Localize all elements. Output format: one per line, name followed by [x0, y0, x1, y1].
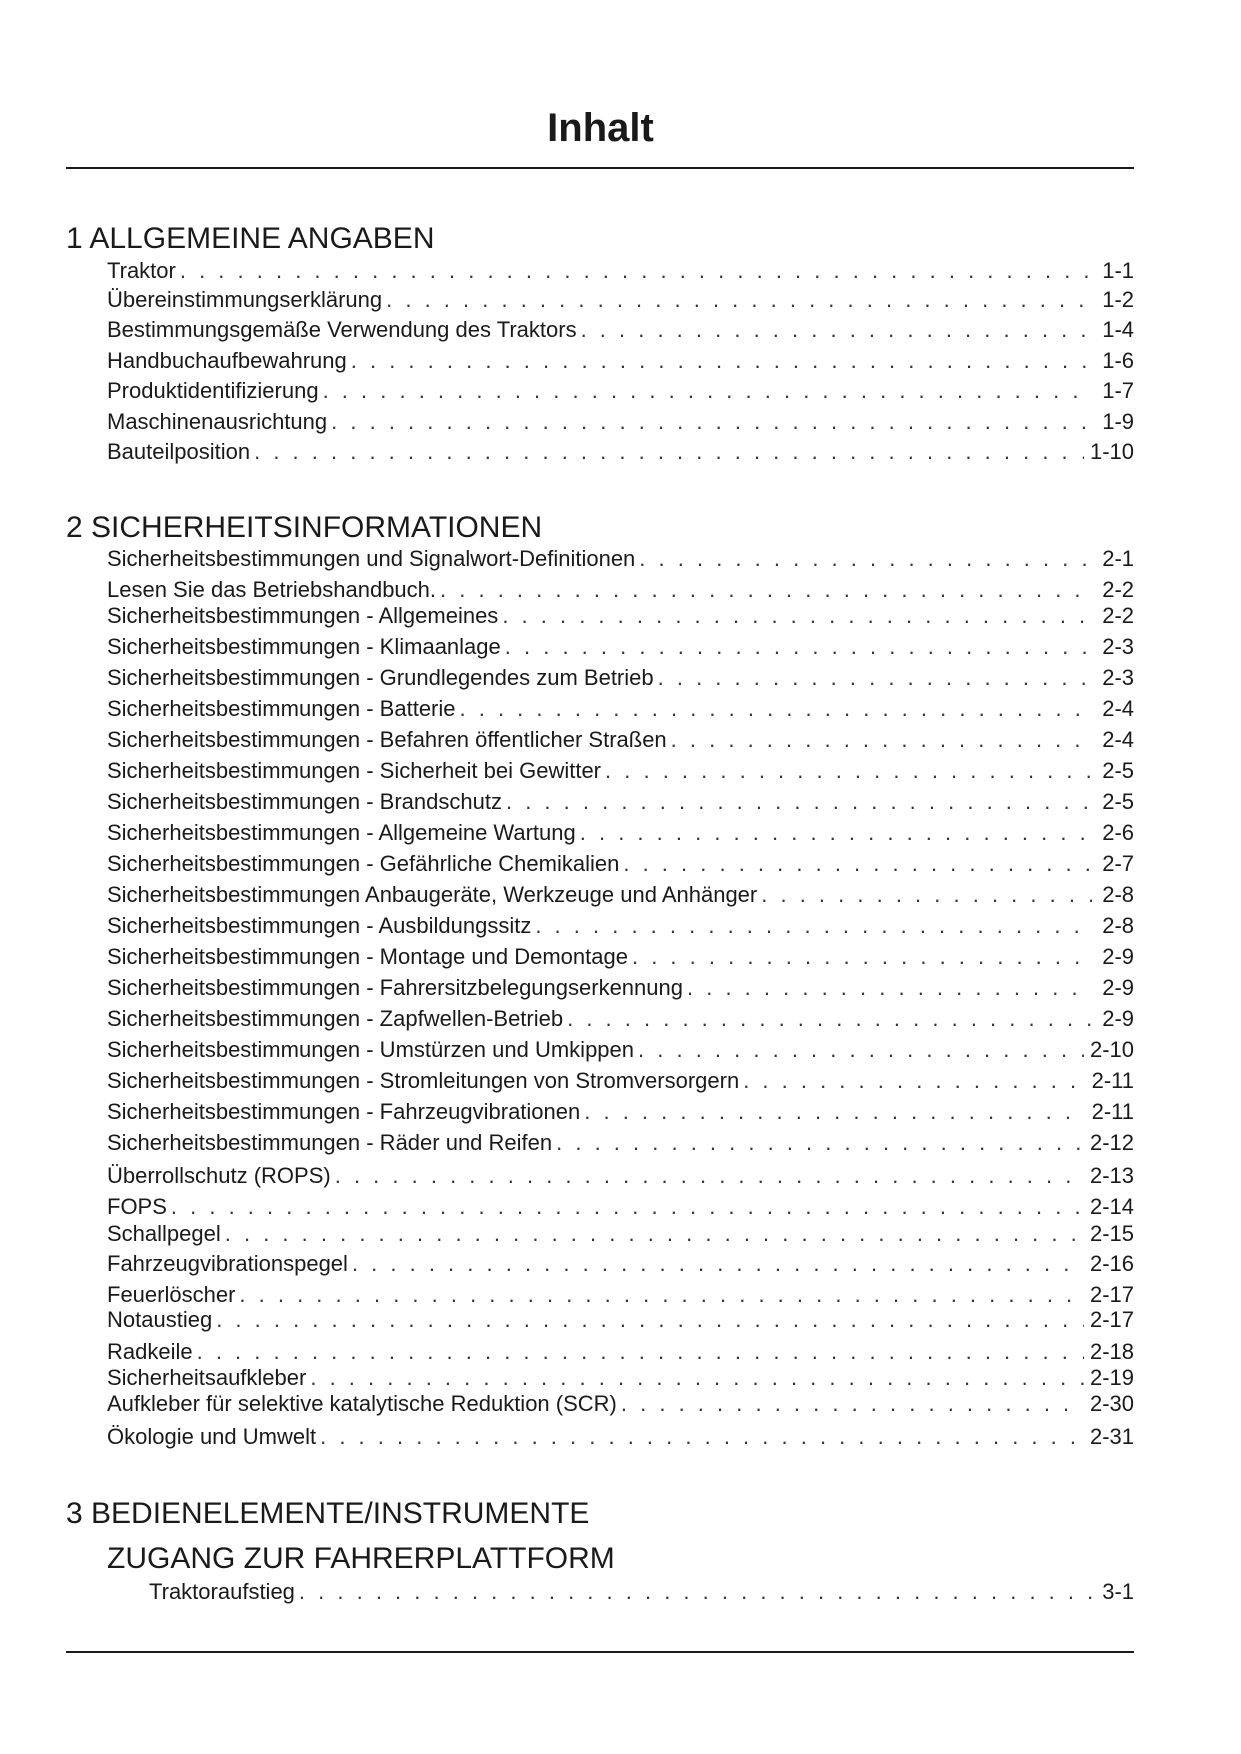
toc-entry-page: 1-2	[1102, 287, 1134, 312]
toc-entry-label: Sicherheitsbestimmungen - Allgemeines	[107, 603, 499, 628]
toc-entry-page: 2-12	[1089, 1130, 1134, 1155]
dot-leader	[310, 1364, 1084, 1392]
toc-entry[interactable]	[107, 257, 1134, 285]
dot-leader	[502, 602, 1092, 630]
toc-entry-label: Produktidentifizierung	[107, 378, 319, 403]
toc-entry[interactable]	[107, 695, 1134, 723]
toc-entry-label: Sicherheitsbestimmungen - Fahrersitzbelegungserkennung	[107, 975, 683, 1000]
toc-entry-page: 2-18	[1089, 1339, 1134, 1364]
dot-leader	[386, 286, 1092, 314]
dot-leader	[761, 881, 1092, 909]
toc-entry[interactable]	[107, 286, 1134, 314]
toc-entry-label: Sicherheitsbestimmungen - Grundlegendes zum Betrieb	[107, 665, 654, 690]
toc-entry-label: Bestimmungsgemäße Verwendung des Traktors	[107, 317, 577, 342]
toc-entry-label: Sicherheitsbestimmungen - Befahren öffentlicher Straßen	[107, 727, 667, 752]
dot-leader	[180, 257, 1092, 285]
toc-entry-label: Notaustieg	[107, 1307, 213, 1332]
toc-entry-page: 2-3	[1102, 665, 1134, 690]
dot-leader	[440, 576, 1092, 604]
toc-entry-page: 1-4	[1102, 317, 1134, 342]
dot-leader	[556, 1129, 1084, 1157]
dot-leader	[581, 316, 1092, 344]
toc-entry-label: Sicherheitsbestimmungen - Gefährliche Chemikalien	[107, 851, 620, 876]
toc-entry-page: 2-11	[1091, 1068, 1134, 1093]
toc-entry[interactable]	[107, 757, 1134, 785]
dot-leader	[658, 664, 1092, 692]
dot-leader	[632, 943, 1092, 971]
dot-leader	[506, 788, 1092, 816]
dot-leader	[335, 1162, 1084, 1190]
section-heading: 3 BEDIENELEMENTE/INSTRUMENTE	[66, 1497, 590, 1530]
dot-leader	[331, 408, 1092, 436]
dot-leader	[299, 1578, 1092, 1606]
toc-entry[interactable]	[107, 726, 1134, 754]
toc-entry[interactable]	[107, 1338, 1134, 1366]
dot-leader	[171, 1193, 1084, 1221]
toc-entry-page: 2-10	[1089, 1037, 1134, 1062]
toc-entry-label: Sicherheitsbestimmungen - Montage und Demontage	[107, 944, 628, 969]
toc-entry[interactable]	[107, 881, 1134, 909]
dot-leader	[671, 726, 1092, 754]
dot-leader	[639, 545, 1092, 573]
dot-leader	[197, 1338, 1084, 1366]
dot-leader	[239, 1281, 1084, 1309]
toc-entry[interactable]	[107, 819, 1134, 847]
dot-leader	[605, 757, 1092, 785]
dot-leader	[584, 1098, 1085, 1126]
dot-leader	[460, 695, 1093, 723]
toc-entry[interactable]	[107, 1162, 1134, 1190]
toc-entry-page: 2-9	[1102, 1006, 1134, 1031]
section-heading: 1 ALLGEMEINE ANGABEN	[66, 222, 435, 255]
toc-entry-label: Sicherheitsbestimmungen - Sicherheit bei Gewitter	[107, 758, 602, 783]
toc-entry-label: Sicherheitsbestimmungen - Klimaanlage	[107, 634, 501, 659]
toc-entry-label: Sicherheitsaufkleber	[107, 1365, 307, 1390]
toc-entry-page: 2-2	[1102, 577, 1134, 602]
dot-leader	[567, 1005, 1092, 1033]
toc-entry[interactable]	[107, 974, 1134, 1002]
toc-entry-label: Feuerlöscher	[107, 1282, 236, 1307]
toc-entry[interactable]	[107, 602, 1134, 630]
toc-entry-page: 2-11	[1091, 1099, 1134, 1124]
dot-leader	[580, 819, 1092, 847]
toc-entry-label: Traktoraufstieg	[149, 1579, 295, 1604]
toc-entry[interactable]	[107, 438, 1134, 466]
toc-entry[interactable]	[107, 850, 1134, 878]
dot-leader	[351, 347, 1092, 375]
dot-leader	[623, 850, 1092, 878]
toc-entry-page: 2-5	[1102, 758, 1134, 783]
toc-entry[interactable]	[107, 1390, 1134, 1418]
toc-entry-page: 2-6	[1102, 820, 1134, 845]
toc-entry-label: Übereinstimmungserklärung	[107, 287, 383, 312]
toc-entry-page: 2-9	[1102, 944, 1134, 969]
toc-entry-page: 3-1	[1102, 1579, 1134, 1604]
toc-entry-label: Lesen Sie das Betriebshandbuch.	[107, 577, 437, 602]
toc-entry[interactable]	[107, 1005, 1134, 1033]
dot-leader	[621, 1390, 1084, 1418]
toc-entry-page: 1-10	[1089, 439, 1134, 464]
toc-entry[interactable]	[107, 1281, 1134, 1309]
dot-leader	[352, 1250, 1084, 1278]
toc-entry[interactable]	[107, 1364, 1134, 1392]
toc-entry-label: Sicherheitsbestimmungen - Räder und Reifen	[107, 1130, 553, 1155]
toc-entry-page: 1-9	[1102, 409, 1134, 434]
toc-entry-label: Aufkleber für selektive katalytische Reduktion (SCR)	[107, 1391, 617, 1416]
toc-entry-page: 2-1	[1102, 546, 1134, 571]
toc-entry-page: 2-4	[1102, 727, 1134, 752]
toc-entry-page: 2-31	[1089, 1424, 1134, 1449]
toc-entry[interactable]	[107, 1129, 1134, 1157]
toc-entry-page: 2-2	[1102, 603, 1134, 628]
toc-entry-label: Sicherheitsbestimmungen Anbaugeräte, Werkzeuge und Anhänger	[107, 882, 758, 907]
toc-entry-page: 2-5	[1102, 789, 1134, 814]
toc-entry-page: 2-17	[1089, 1282, 1134, 1307]
toc-entry-page: 2-3	[1102, 634, 1134, 659]
toc-entry-label: Radkeile	[107, 1339, 193, 1364]
page-title: Inhalt	[547, 106, 654, 150]
dot-leader	[505, 633, 1092, 661]
toc-entry-label: Traktor	[107, 258, 176, 283]
toc-entry-label: Sicherheitsbestimmungen - Batterie	[107, 696, 456, 721]
toc-entry-page: 2-13	[1089, 1163, 1134, 1188]
toc-entry-page: 1-7	[1102, 378, 1134, 403]
dot-leader	[320, 1423, 1084, 1451]
toc-entry-label: Bauteilposition	[107, 439, 251, 464]
dot-leader	[638, 1036, 1084, 1064]
toc-entry-label: Sicherheitsbestimmungen und Signalwort-Definitionen	[107, 546, 636, 571]
toc-entry-label: Überrollschutz (ROPS)	[107, 1163, 331, 1188]
toc-entry[interactable]	[107, 1193, 1134, 1221]
toc-entry-page: 2-30	[1089, 1391, 1134, 1416]
dot-leader	[323, 377, 1092, 405]
toc-entry[interactable]	[107, 788, 1134, 816]
toc-entry[interactable]	[107, 576, 1134, 604]
toc-entry-page: 2-15	[1089, 1221, 1134, 1246]
bottom-divider	[66, 1651, 1134, 1653]
toc-entry[interactable]	[107, 377, 1134, 405]
toc-entry[interactable]	[107, 1220, 1134, 1248]
toc-entry-label: Sicherheitsbestimmungen - Fahrzeugvibrationen	[107, 1099, 581, 1124]
dot-leader	[216, 1306, 1084, 1334]
toc-entry[interactable]	[107, 1036, 1134, 1064]
toc-entry-page: 2-9	[1102, 975, 1134, 1000]
dot-leader	[225, 1220, 1084, 1248]
toc-entry-page: 2-16	[1089, 1251, 1134, 1276]
toc-entry-page: 2-14	[1089, 1194, 1134, 1219]
toc-entry-label: Schallpegel	[107, 1221, 221, 1246]
toc-entry[interactable]	[107, 545, 1134, 573]
toc-entry-page: 1-1	[1102, 258, 1134, 283]
toc-entry[interactable]	[107, 347, 1134, 375]
toc-entry[interactable]	[107, 664, 1134, 692]
top-divider	[66, 167, 1134, 169]
toc-entry[interactable]	[107, 912, 1134, 940]
dot-leader	[743, 1067, 1085, 1095]
toc-entry-label: Maschinenausrichtung	[107, 409, 328, 434]
toc-entry[interactable]	[107, 1423, 1134, 1451]
toc-entry-page: 1-6	[1102, 348, 1134, 373]
toc-entry-label: Sicherheitsbestimmungen - Ausbildungssitz	[107, 913, 532, 938]
toc-entry-page: 2-19	[1089, 1365, 1134, 1390]
toc-entry-label: Sicherheitsbestimmungen - Allgemeine Wartung	[107, 820, 576, 845]
toc-entry[interactable]	[107, 633, 1134, 661]
dot-leader	[535, 912, 1092, 940]
toc-entry[interactable]	[107, 316, 1134, 344]
toc-entry[interactable]	[107, 943, 1134, 971]
dot-leader	[687, 974, 1092, 1002]
toc-entry-label: Sicherheitsbestimmungen - Umstürzen und Umkippen	[107, 1037, 635, 1062]
toc-entry-label: Ökologie und Umwelt	[107, 1424, 317, 1449]
toc-entry[interactable]	[107, 408, 1134, 436]
toc-entry-page: 2-7	[1102, 851, 1134, 876]
toc-entry-label: FOPS	[107, 1194, 167, 1219]
toc-entry-label: Sicherheitsbestimmungen - Zapfwellen-Betrieb	[107, 1006, 564, 1031]
toc-entry-page: 2-8	[1102, 882, 1134, 907]
toc-entry[interactable]	[107, 1250, 1134, 1278]
dot-leader	[254, 438, 1084, 466]
toc-entry[interactable]	[107, 1306, 1134, 1334]
toc-entry-page: 2-17	[1089, 1307, 1134, 1332]
toc-entry[interactable]	[107, 1067, 1134, 1095]
toc-entry[interactable]	[107, 1098, 1134, 1126]
sub-heading: ZUGANG ZUR FAHRERPLATTFORM	[107, 1542, 615, 1575]
toc-entry[interactable]	[149, 1578, 1134, 1606]
toc-entry-label: Fahrzeugvibrationspegel	[107, 1251, 348, 1276]
section-heading: 2 SICHERHEITSINFORMATIONEN	[66, 511, 543, 544]
toc-entry-label: Sicherheitsbestimmungen - Brandschutz	[107, 789, 502, 814]
toc-entry-page: 2-4	[1102, 696, 1134, 721]
toc-entry-label: Sicherheitsbestimmungen - Stromleitungen von Stromversorgern	[107, 1068, 740, 1093]
toc-entry-page: 2-8	[1102, 913, 1134, 938]
toc-entry-label: Handbuchaufbewahrung	[107, 348, 347, 373]
